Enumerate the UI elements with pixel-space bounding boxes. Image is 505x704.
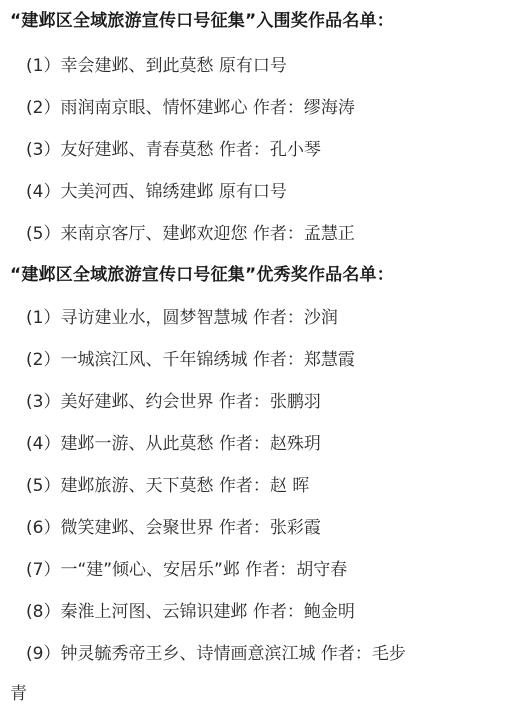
excellence-item: (7）一“建”倾心、安居乐”邺 作者：胡守春 [26, 560, 348, 580]
excellence-item: (9）钟灵毓秀帝王乡、诗情画意滨江城 作者：毛步 [26, 644, 406, 664]
excellence-item: (2）一城滨江风、千年锦绣城 作者：郑慧霞 [26, 350, 355, 370]
shortlist-item: (1）幸会建邺、到此莫愁 原有口号 [26, 56, 287, 76]
excellence-item: (3）美好建邺、约会世界 作者：张鹏羽 [26, 392, 321, 412]
excellence-item: (5）建邺旅游、天下莫愁 作者：赵 晖 [26, 476, 310, 496]
excellence-item: (8）秦淮上河图、云锦识建邺 作者：鲍金明 [26, 602, 355, 622]
excellence-item-continuation: 青 [10, 684, 27, 704]
shortlist-item: (5）来南京客厅、建邺欢迎您 作者：孟慧正 [26, 224, 355, 244]
shortlist-item: (3）友好建邺、青春莫愁 作者：孔小琴 [26, 140, 321, 160]
shortlist-item: (4）大美河西、锦绣建邺 原有口号 [26, 182, 287, 202]
excellence-heading: “建邺区全域旅游宣传口号征集”优秀奖作品名单： [10, 265, 394, 285]
excellence-item: (6）微笑建邺、会聚世界 作者：张彩霞 [26, 518, 321, 538]
shortlist-heading: “建邺区全域旅游宣传口号征集”入围奖作品名单： [10, 11, 394, 31]
shortlist-item: (2）雨润南京眼、情怀建邺心 作者：缪海涛 [26, 98, 355, 118]
excellence-item: (1）寻访建业水，圆梦智慧城 作者：沙润 [26, 308, 338, 328]
excellence-item: (4）建邺一游、从此莫愁 作者：赵殊玥 [26, 434, 321, 454]
